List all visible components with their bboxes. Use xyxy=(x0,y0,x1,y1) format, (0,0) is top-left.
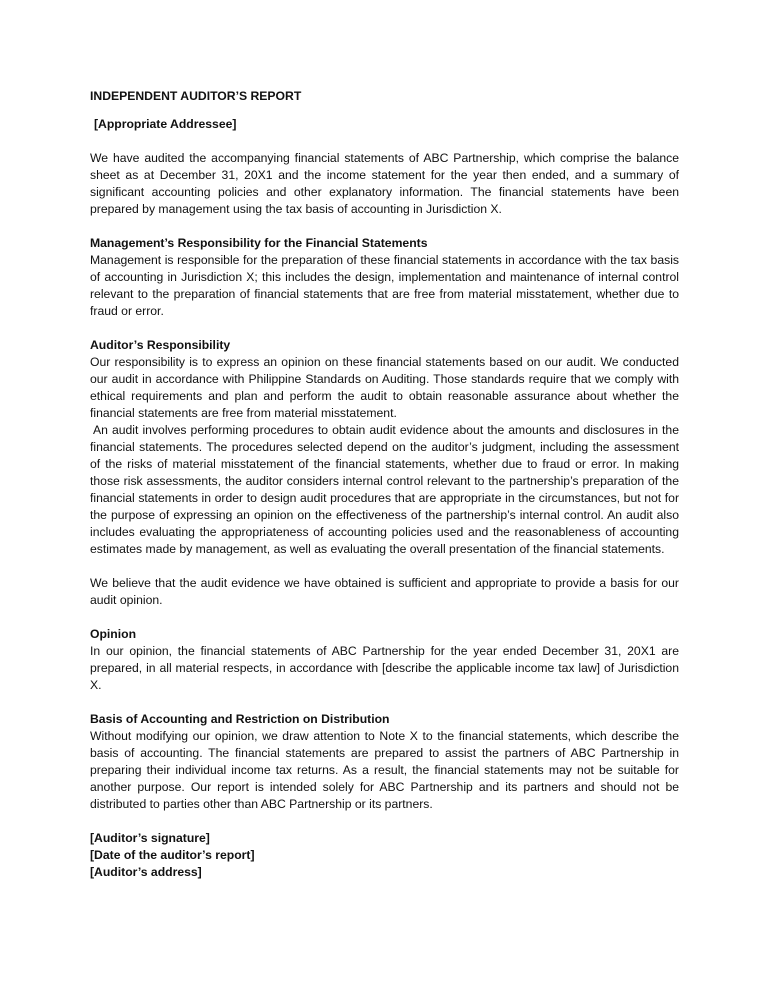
management-heading: Management’s Responsibility for the Financial Statements xyxy=(90,236,428,250)
report-page xyxy=(90,88,679,881)
auditor-paragraph-2: An audit involves performing procedures to obtain audit evidence about the amounts and disclosures in the financial statements. The procedures selected depend on the auditor’s judgment, including the assessment of the risks of material misstatement of the financial statements, whether due to fraud or error. In making those risk assessments, the auditor considers internal control relevant to the partnership’s preparation of the financial statements in order to design audit procedures that are appropriate in the circumstances, but not for the purpose of expressing an opinion on the effectiveness of the partnership’s internal control. An audit also includes evaluating the appropriateness of accounting policies used and the reasonableness of accounting estimates made by management, as well as evaluating the overall presentation of the financial statements. xyxy=(90,423,679,556)
auditor-paragraph-3: We believe that the audit evidence we have obtained is sufficient and appropriate to provide a basis for our audit opinion. xyxy=(90,576,679,607)
auditor-signature: [Auditor’s signature] xyxy=(90,831,210,845)
report-date: [Date of the auditor’s report] xyxy=(90,848,255,862)
auditor-paragraph-1: Our responsibility is to express an opinion on these financial statements based on our audit. We conducted our audit in accordance with Philippine Standards on Auditing. Those standards require that we comply with ethical requirements and plan and perform the audit to obtain reasonable assurance about whether the financial statements are free from material misstatement. xyxy=(90,355,679,420)
basis-paragraph: Without modifying our opinion, we draw attention to Note X to the financial statements, which describe the basis of accounting. The financial statements are prepared to assist the partners of ABC Partnership in preparing their individual income tax returns. As a result, the financial statements may not be suitable for another purpose. Our report is intended solely for ABC Partnership and its partners and should not be distributed to parties other than ABC Partnership or its partners. xyxy=(90,729,679,811)
signature-block xyxy=(90,830,679,881)
management-paragraph: Management is responsible for the preparation of these financial statements in accordance with the tax basis of accounting in Jurisdiction X; this includes the design, implementation and maintenance of internal control relevant to the preparation of financial statements that are free from material misstatement, whether due to fraud or error. xyxy=(90,253,679,318)
opinion-heading: Opinion xyxy=(90,627,137,641)
auditor-address: [Auditor’s address] xyxy=(90,865,202,879)
opinion-paragraph: In our opinion, the financial statements of ABC Partnership for the year ended December 31, 20X1 are prepared, in all material respects, in accordance with [describe the applicable income tax law] of Jurisdiction X. xyxy=(90,644,679,692)
addressee: [Appropriate Addressee] xyxy=(94,117,237,131)
report-title: INDEPENDENT AUDITOR’S REPORT xyxy=(90,89,302,103)
basis-heading: Basis of Accounting and Restriction on Distribution xyxy=(90,712,390,726)
auditor-heading: Auditor’s Responsibility xyxy=(90,338,231,352)
intro-paragraph: We have audited the accompanying financial statements of ABC Partnership, which comprise the balance sheet as at December 31, 20X1 and the income statement for the year then ended, and a summary of significant accounting policies and other explanatory information. The financial statements have been prepared by management using the tax basis of accounting in Jurisdiction X. xyxy=(90,151,679,216)
